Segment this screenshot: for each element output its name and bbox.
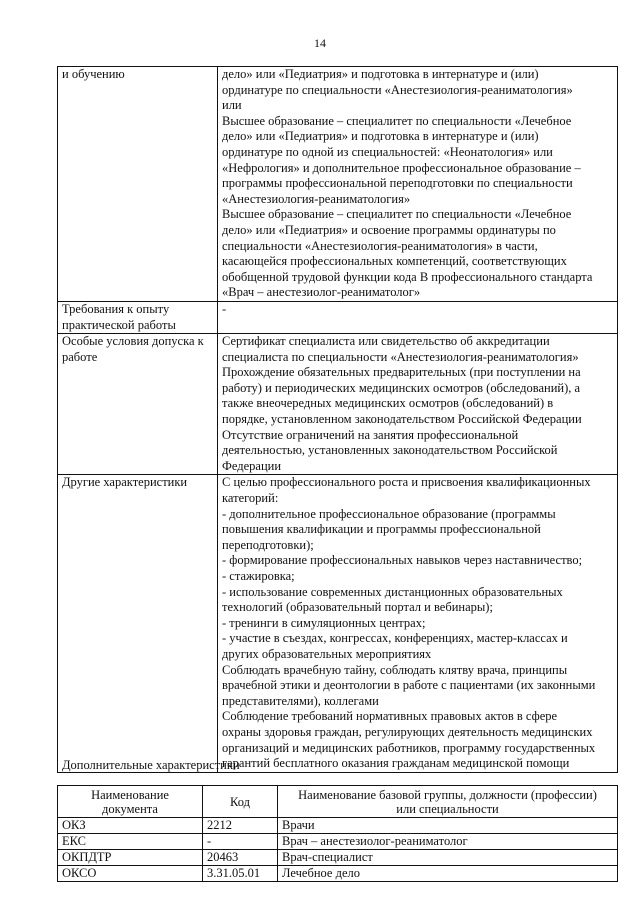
- header-code: Код: [203, 786, 278, 818]
- row-label: Требования к опыту практической работы: [58, 301, 218, 333]
- cell-code: 2212: [203, 818, 278, 834]
- row-content: дело» или «Педиатрия» и подготовка в интернатуре и (или) ординатуре по специальности «Анестезиология-реаниматология» или Высшее образование – специалитет по специальности «Лечебное дело» или «Педиатрия» и подготовка в интернатуре и (или) ординатуре по одной из специальностей: «Неонатология» или «Нефрология» и дополнительное профессиональное образование – программы профессиональной переподготовки по специальности «Анестезиология-реаниматология» Высшее образование – специалитет по специальности «Лечебное дело» или «Педиатрия» и освоение программы ординатуры по специальности «Анестезиология-реаниматология» в части, касающейся профессиональных компетенций, соответствующих обобщенной трудовой функции кода В профессионального стандарта «Врач – анестезиолог-реаниматолог»: [218, 67, 618, 302]
- row-label: и обучению: [58, 67, 218, 302]
- cell-name: Врачи: [278, 818, 618, 834]
- table-row: [58, 834, 618, 850]
- cell-document: ОКСО: [58, 866, 203, 882]
- table-row: [58, 818, 618, 834]
- row-label: Другие характеристики: [58, 475, 218, 772]
- table-row: [58, 475, 618, 772]
- row-label: Особые условия допуска к работе: [58, 334, 218, 475]
- cell-code: 3.31.05.01: [203, 866, 278, 882]
- row-content: С целью профессионального роста и присвоения квалификационных категорий: - дополнительное профессиональное образование (программы повышения квалификации и программы профессиональной переподготовки); - формирование профессиональных навыков через наставничество; - стажировка; - использование современных дистанционных образовательных технологий (образовательный портал и вебинары); - тренинги в симуляционных центрах; - участие в съездах, конгрессах, конференциях, мастер-классах и других образовательных мероприятиях Соблюдать врачебную тайну, соблюдать клятву врача, принципы врачебной этики и деонтологии в работе с пациентами (их законными представителями), коллегами Соблюдение требований нормативных правовых актов в сфере охраны здоровья граждан, регулирующих деятельность медицинских организаций и медицинских работников, программу государственных гарантий бесплатного оказания гражданам медицинской помощи: [218, 475, 618, 772]
- header-document: Наименование документа: [58, 786, 203, 818]
- table-row: [58, 67, 618, 302]
- cell-name: Врач-специалист: [278, 850, 618, 866]
- header-group-name: Наименование базовой группы, должности (профессии) или специальности: [278, 786, 618, 818]
- table-row: [58, 850, 618, 866]
- row-content: -: [218, 301, 618, 333]
- cell-name: Лечебное дело: [278, 866, 618, 882]
- table-row: [58, 866, 618, 882]
- table-header-row: [58, 786, 618, 818]
- page-number: 14: [314, 36, 326, 50]
- qualification-requirements-table: [57, 66, 618, 773]
- row-content: Сертификат специалиста или свидетельство об аккредитации специалиста по специальности «Анестезиология-реаниматология» Прохождение обязательных предварительных (при поступлении на работу) и периодических медицинских осмотров (обследований), а также внеочередных медицинских осмотров (обследований) в порядке, установленном законодательством Российской Федерации Отсутствие ограничений на занятия профессиональной деятельностью, установленных законодательством Российской Федерации: [218, 334, 618, 475]
- cell-name: Врач – анестезиолог-реаниматолог: [278, 834, 618, 850]
- cell-document: ОКПДТР: [58, 850, 203, 866]
- cell-code: -: [203, 834, 278, 850]
- additional-characteristics-table: [57, 785, 618, 882]
- cell-code: 20463: [203, 850, 278, 866]
- additional-characteristics-title: Дополнительные характеристики: [62, 758, 240, 772]
- table-row: [58, 301, 618, 333]
- cell-document: ОКЗ: [58, 818, 203, 834]
- table-row: [58, 334, 618, 475]
- cell-document: ЕКС: [58, 834, 203, 850]
